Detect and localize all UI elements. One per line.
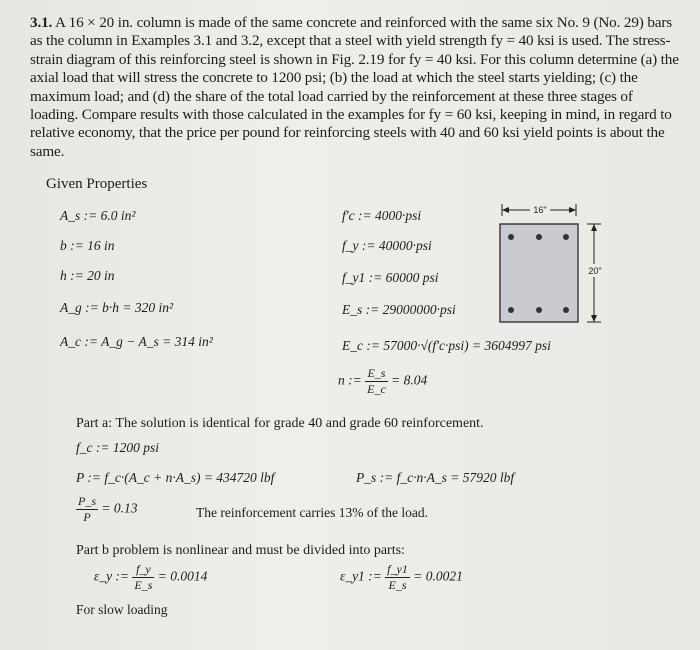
- modular-ratio: [338, 366, 427, 397]
- height-label: 20": [588, 266, 602, 276]
- ratio-numerator: P_s: [78, 494, 96, 508]
- n-lhs: n :=: [338, 372, 362, 388]
- given-fy: f_y := 40000·psi: [342, 238, 432, 253]
- given-properties-title: Given Properties: [46, 176, 148, 192]
- width-arrow-left: [502, 207, 509, 213]
- rebar-top-middle: [536, 234, 542, 240]
- height-arrow-top: [591, 224, 597, 231]
- column-section-figure: [496, 200, 614, 328]
- given-as: A_s := 6.0 in²: [60, 208, 136, 223]
- part-a-p: P := f_c·(A_c + n·A_s) = 434720 lbf: [76, 470, 275, 485]
- height-arrow-bottom: [591, 315, 597, 322]
- width-arrow-right: [569, 207, 576, 213]
- rebar-bottom-right: [563, 307, 569, 313]
- part-b-intro: Part b problem is nonlinear and must be divided into parts:: [76, 543, 405, 558]
- ratio-value: = 0.13: [101, 500, 138, 516]
- n-fraction: [365, 366, 388, 397]
- given-h: h := 20 in: [60, 268, 115, 283]
- ey1-denominator: E_s: [388, 578, 407, 592]
- given-fc: f'c := 4000·psi: [342, 208, 422, 223]
- given-es: E_s := 29000000·psi: [342, 302, 456, 317]
- problem-statement: [30, 14, 680, 161]
- ey1-value: = 0.0021: [413, 568, 463, 584]
- ey-fraction: [132, 562, 154, 593]
- rebar-top-right: [563, 234, 569, 240]
- ratio-denominator: P: [83, 510, 91, 524]
- width-label: 16": [533, 205, 547, 215]
- ey-lhs: ε_y :=: [94, 568, 130, 584]
- part-a-ps: P_s := f_c·n·A_s = 57920 lbf: [356, 470, 515, 485]
- part-a-note: The reinforcement carries 13% of the load.: [196, 505, 429, 520]
- given-fy1: f_y1 := 60000 psi: [342, 270, 439, 285]
- problem-number: 3.1.: [30, 14, 53, 31]
- given-b: b := 16 in: [60, 238, 115, 253]
- problem-text: A 16 × 20 in. column is made of the same concrete and reinforced with the same six No. 9 (No. 29) bars as the column in Examples 3.1 and 3.2, except that a steel with yield strength fy = 40 ksi is used. The stress-strain diagram of this reinforcing steel is shown in Fig. 2.19 for fy = 40 ksi. For this column determine (a) the axial load that will stress the concrete to 1200 psi; (b) the load at which the steel starts yielding; (c) the maximum load; and (d) the share of the total load carried by the reinforcement at these three stages of loading. Compare results with those calculated in the examples for fy = 60 ksi, keeping in mind, in regard to relative economy, that the price per pound for reinforcing steels with 40 and 60 ksi yield points is about the same.: [30, 14, 679, 160]
- ey-value: = 0.0014: [157, 568, 208, 584]
- given-ac: A_c := A_g − A_s = 314 in²: [60, 334, 213, 349]
- n-denominator: E_c: [367, 382, 386, 396]
- part-a-ratio: [76, 494, 138, 525]
- rebar-top-left: [508, 234, 514, 240]
- ratio-fraction: [76, 494, 98, 525]
- slow-loading-label: For slow loading: [76, 602, 168, 617]
- rebar-bottom-left: [508, 307, 514, 313]
- ey-numerator: f_y: [132, 562, 154, 578]
- given-ec: E_c := 57000·√(f'c·psi) = 3604997 psi: [342, 338, 551, 353]
- part-a-fc: f_c := 1200 psi: [76, 440, 159, 455]
- ey-denominator: E_s: [134, 578, 153, 592]
- ey1-fraction: [385, 562, 410, 593]
- epsilon-y1: [340, 562, 463, 593]
- epsilon-y: [94, 562, 207, 593]
- n-numerator: E_s: [365, 366, 388, 382]
- part-a-intro: Part a: The solution is identical for grade 40 and grade 60 reinforcement.: [76, 416, 484, 431]
- ey1-numerator: f_y1: [387, 562, 408, 576]
- given-ag: A_g := b·h = 320 in²: [60, 300, 174, 315]
- n-value: = 8.04: [391, 372, 428, 388]
- ey1-lhs: ε_y1 :=: [340, 568, 382, 584]
- rebar-bottom-middle: [536, 307, 542, 313]
